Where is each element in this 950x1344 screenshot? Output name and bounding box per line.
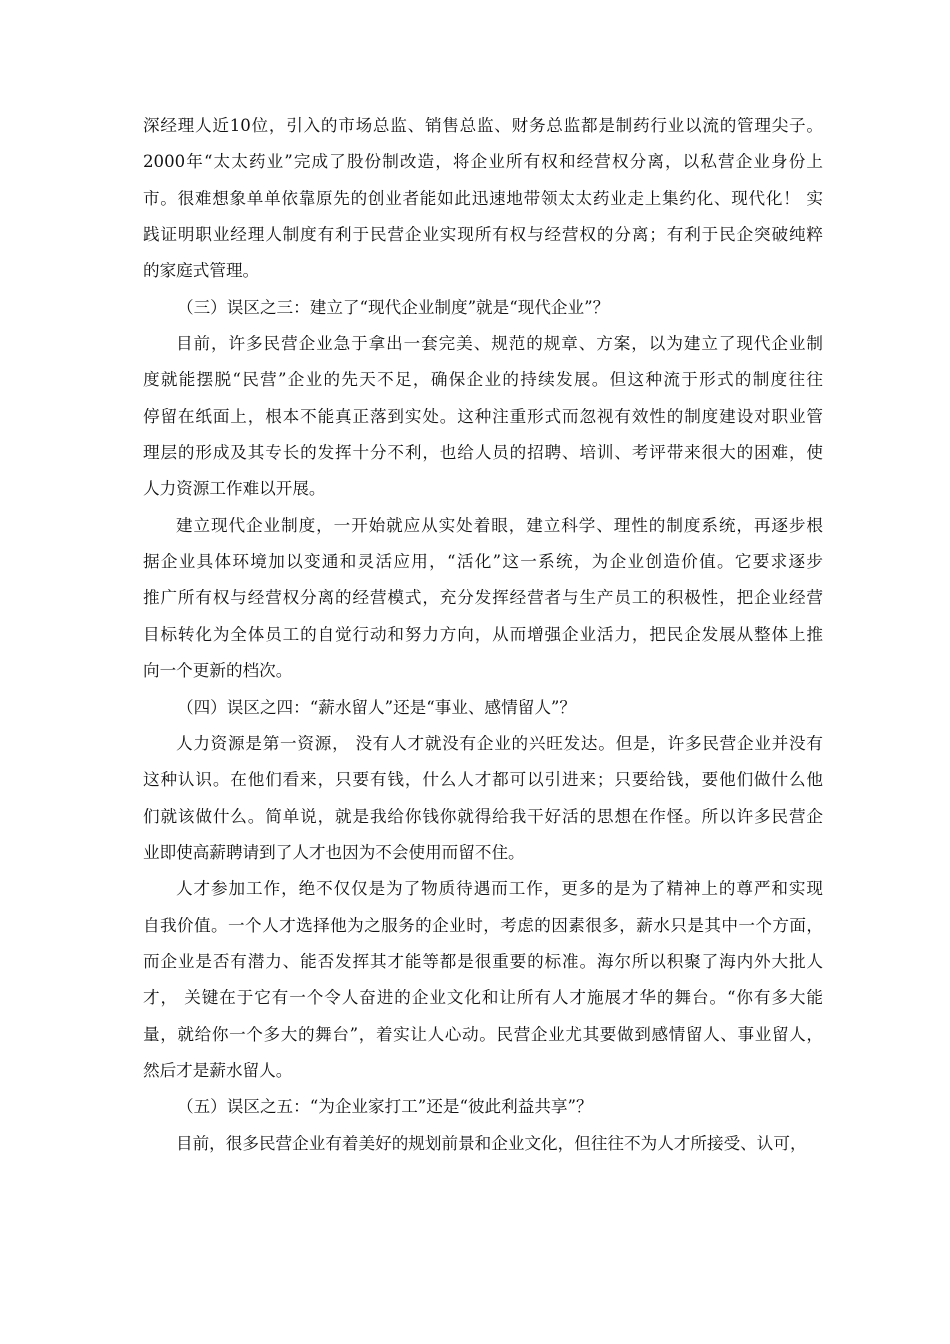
text-line: 这种认识。在他们看来，只要有钱，什么人才都可以引进来；只要给钱，要他们做什么他 <box>143 770 823 790</box>
text-line: 的家庭式管理。 <box>143 261 260 281</box>
text-line: 市。很难想象单单依靠原先的创业者能如此迅速地带领太太药业走上集约化、现代化！ 实 <box>143 188 823 208</box>
text-line: 度就能摆脱“民营”企业的先天不足，确保企业的持续发展。但这种流于形式的制度往往 <box>143 370 823 390</box>
document-body <box>143 108 823 1162</box>
paragraph-first-line: 目前，许多民营企业急于拿出一套完美、规范的规章、方案，以为建立了现代企业制 <box>176 334 823 354</box>
text-line: 理层的形成及其专长的发挥十分不利，也给人员的招聘、培训、考评带来很大的困难，使 <box>143 443 823 463</box>
text-line: 人力资源工作难以开展。 <box>143 479 326 499</box>
paragraph-first-line: 人力资源是第一资源， 没有人才就没有企业的兴旺发达。但是，许多民营企业并没有 <box>176 733 823 753</box>
paragraph-first-line: 人才参加工作，绝不仅仅是为了物质待遇而工作，更多的是为了精神上的尊严和实现 <box>176 879 823 899</box>
text-line: 2000年“太太药业”完成了股份制改造，将企业所有权和经营权分离，以私营企业身份上 <box>143 152 823 172</box>
text-line: 践证明职业经理人制度有利于民营企业实现所有权与经营权的分离；有利于民企突破纯粹 <box>143 225 823 245</box>
text-line: 据企业具体环境加以变通和灵活应用，“活化”这一系统，为企业创造价值。它要求逐步 <box>143 552 823 572</box>
text-line: 自我价值。一个人才选择他为之服务的企业时，考虑的因素很多，薪水只是其中一个方面， <box>143 915 823 935</box>
text-line: 停留在纸面上，根本不能真正落到实处。这种注重形式而忽视有效性的制度建设对职业管 <box>143 406 823 426</box>
text-line: 向一个更新的档次。 <box>143 661 293 681</box>
text-line: 目标转化为全体员工的自觉行动和努力方向，从而增强企业活力，把民企发展从整体上推 <box>143 624 823 644</box>
text-line: 然后才是薪水留人。 <box>143 1060 293 1080</box>
section-heading: （三）误区之三：建立了“现代企业制度”就是“现代企业”？ <box>177 297 610 317</box>
text-line: 深经理人近10位，引入的市场总监、销售总监、财务总监都是制药行业以流的管理尖子。 <box>143 116 823 135</box>
section-heading: （五）误区之五：“为企业家打工”还是“彼此利益共享”？ <box>177 1097 593 1117</box>
text-line: 量，就给你一个多大的舞台”，着实让人心动。民营企业尤其要做到感情留人、事业留人， <box>143 1024 823 1044</box>
section-heading: （四）误区之四：“薪水留人”还是“事业、感情留人”？ <box>177 697 576 717</box>
text-line: 业即使高薪聘请到了人才也因为不会使用而留不住。 <box>143 842 525 862</box>
text-line: 们就该做什么。简单说，就是我给你钱你就得给我干好活的思想在作怪。所以许多民营企 <box>143 806 823 826</box>
text-line: 才， 关键在于它有一个令人奋进的企业文化和让所有人才施展才华的舞台。“你有多大能 <box>143 988 823 1008</box>
text-line: 而企业是否有潜力、能否发挥其才能等都是很重要的标准。海尔所以积聚了海内外大批人 <box>143 951 823 971</box>
paragraph-first-line: 建立现代企业制度，一开始就应从实处着眼，建立科学、理性的制度系统，再逐步根 <box>176 515 823 535</box>
text-line: 推广所有权与经营权分离的经营模式，充分发挥经营者与生产员工的积极性，把企业经营 <box>143 588 823 608</box>
paragraph-first-line: 目前，很多民营企业有着美好的规划前景和企业文化，但往往不为人才所接受、认可， <box>176 1133 807 1153</box>
